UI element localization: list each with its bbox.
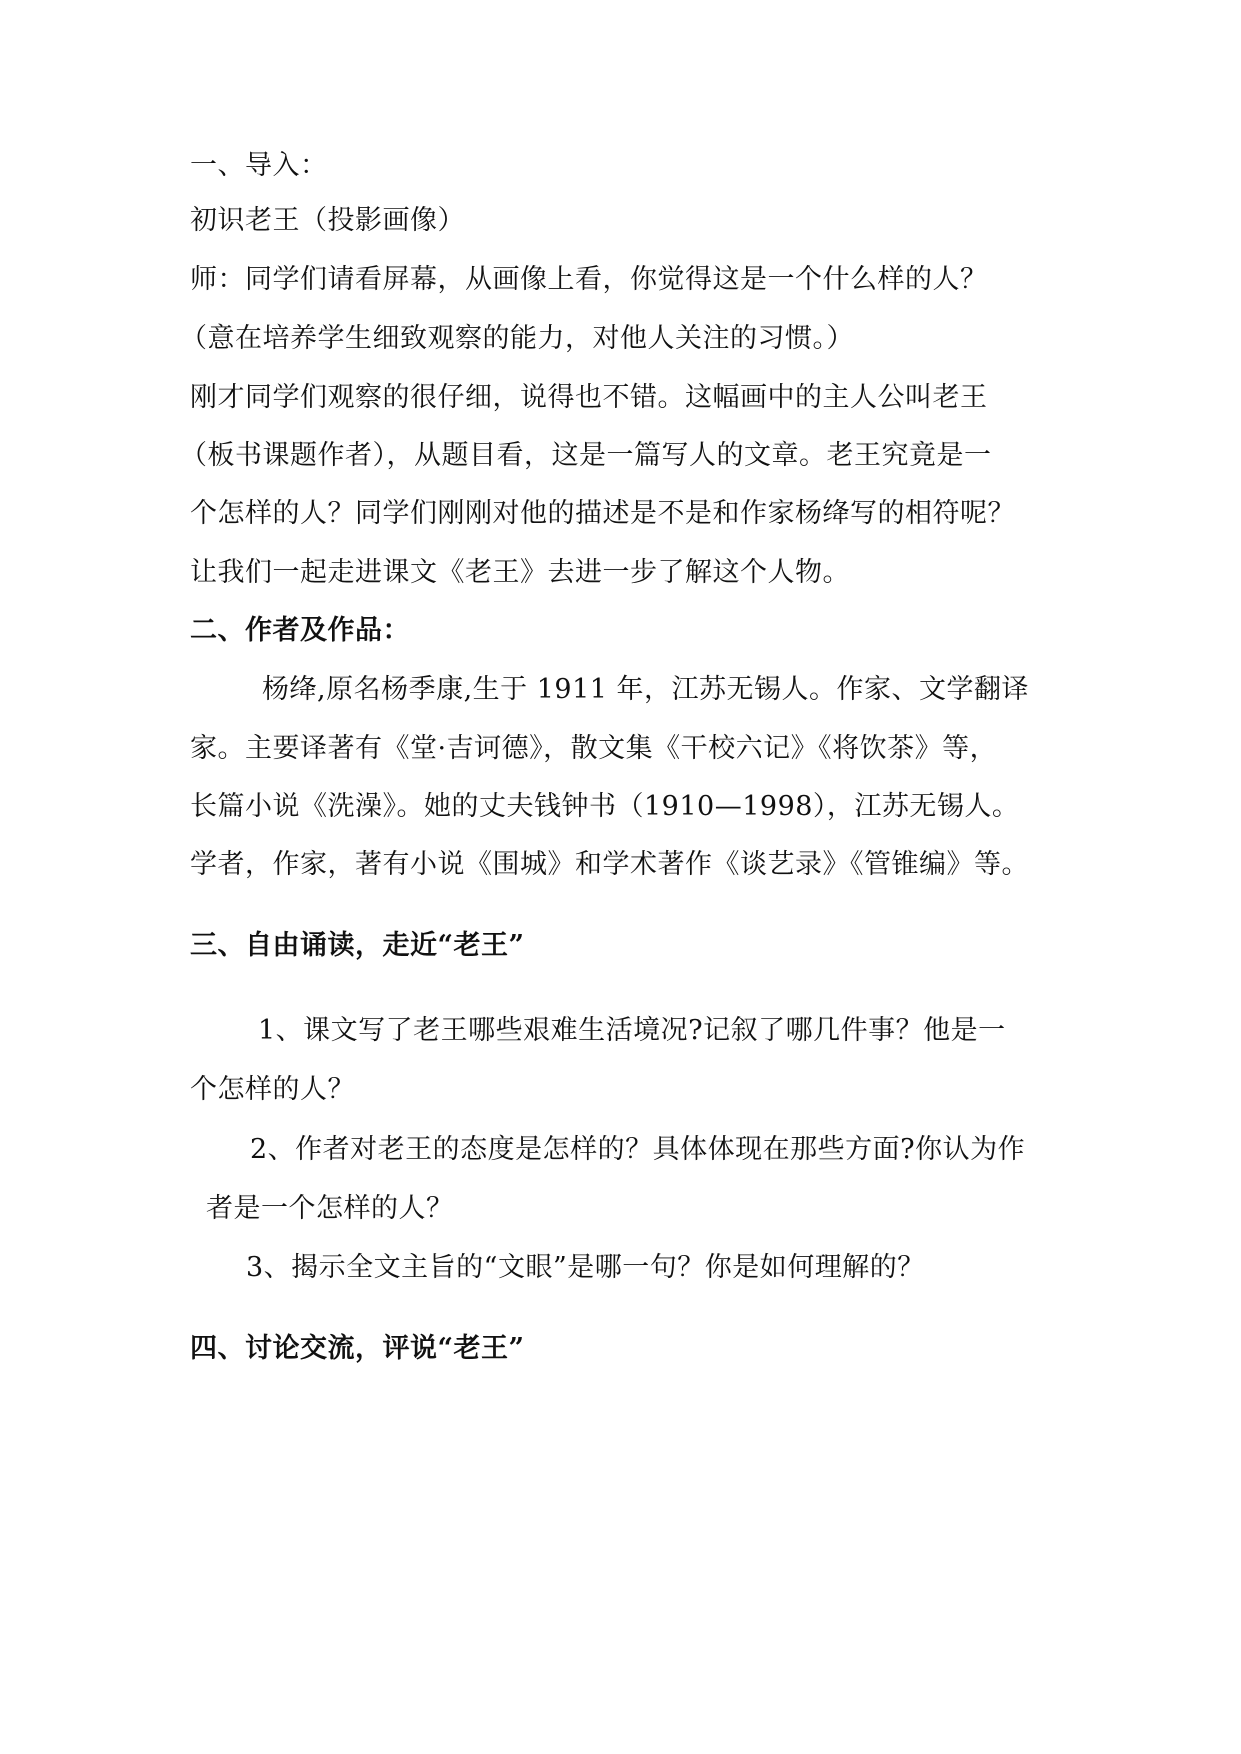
- section1-subheading: 初识老王（投影画像）: [190, 205, 465, 236]
- paragraph-line: （板书课题作者），从题目看，这是一篇写人的文章。老王究竟是一: [180, 440, 992, 471]
- paragraph-line: （意在培养学生细致观察的能力，对他人关注的习惯。）: [180, 323, 854, 354]
- paragraph-line: 师：同学们请看屏幕，从画像上看，你觉得这是一个什么样的人？: [190, 264, 988, 295]
- question-item: 1、课文写了老王哪些艰难生活境况?记叙了哪几件事？他是一: [258, 1015, 1006, 1046]
- section2-heading: 二、作者及作品：: [190, 615, 410, 646]
- question-item: 2、作者对老王的态度是怎样的？具体体现在那些方面?你认为作: [250, 1134, 1026, 1165]
- paragraph-line: 长篇小说《洗澡》。她的丈夫钱钟书（1910—1998），江苏无锡人。: [190, 791, 1020, 822]
- paragraph-line: 学者，作家，著有小说《围城》和学术著作《谈艺录》《管锥编》等。: [190, 849, 1029, 880]
- question-item: 3、揭示全文主旨的“文眼”是哪一句？你是如何理解的？: [246, 1252, 925, 1283]
- section4-heading: 四、讨论交流，评说“老王”: [190, 1333, 525, 1364]
- paragraph-line: 让我们一起走进课文《老王》去进一步了解这个人物。: [190, 557, 850, 588]
- paragraph-line: 杨绛,原名杨季康,生于 1911 年，江苏无锡人。作家、文学翻译: [262, 674, 1030, 705]
- paragraph-line: 刚才同学们观察的很仔细，说得也不错。这幅画中的主人公叫老王: [190, 382, 988, 413]
- question-item: 者是一个怎样的人？: [206, 1193, 454, 1224]
- paragraph-line: 个怎样的人？同学们刚刚对他的描述是不是和作家杨绛写的相符呢？: [190, 498, 1015, 529]
- question-item: 个怎样的人？: [190, 1074, 355, 1105]
- paragraph-line: 家。主要译著有《堂·吉诃德》，散文集《干校六记》《将饮茶》等，: [190, 733, 998, 764]
- section3-heading: 三、自由诵读，走近“老王”: [190, 930, 525, 961]
- section1-heading: 一、导入：: [190, 150, 328, 181]
